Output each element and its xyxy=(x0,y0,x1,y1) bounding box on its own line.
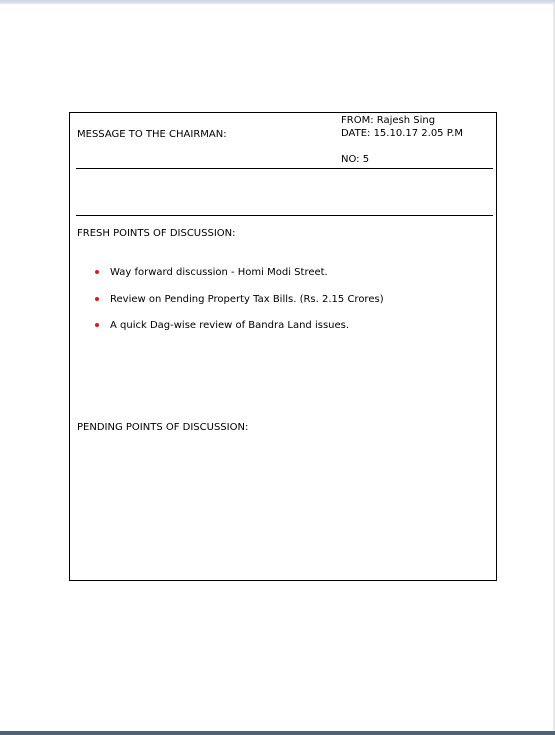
message-to-label: MESSAGE TO THE CHAIRMAN: xyxy=(77,129,227,140)
pending-points-heading: PENDING POINTS OF DISCUSSION: xyxy=(77,422,249,433)
memo-document xyxy=(69,112,497,581)
header-divider xyxy=(76,168,493,169)
window-bottom-bar xyxy=(0,731,555,735)
list-item-text: Way forward discussion - Homi Modi Street. xyxy=(110,267,328,278)
list-item-text: Review on Pending Property Tax Bills. (Rs. 2.15 Crores) xyxy=(110,294,384,305)
fresh-points-heading: FRESH POINTS OF DISCUSSION: xyxy=(77,228,236,239)
bullet-icon xyxy=(95,270,99,274)
window-top-bar xyxy=(0,0,555,4)
section-divider xyxy=(76,215,493,216)
date-field: DATE: 15.10.17 2.05 P.M xyxy=(341,128,463,139)
from-field: FROM: Rajesh Sing xyxy=(341,115,436,126)
list-item-text: A quick Dag-wise review of Bandra Land issues. xyxy=(110,320,350,331)
bullet-icon xyxy=(95,323,99,327)
number-field: NO: 5 xyxy=(341,154,370,165)
bullet-icon xyxy=(95,297,99,301)
